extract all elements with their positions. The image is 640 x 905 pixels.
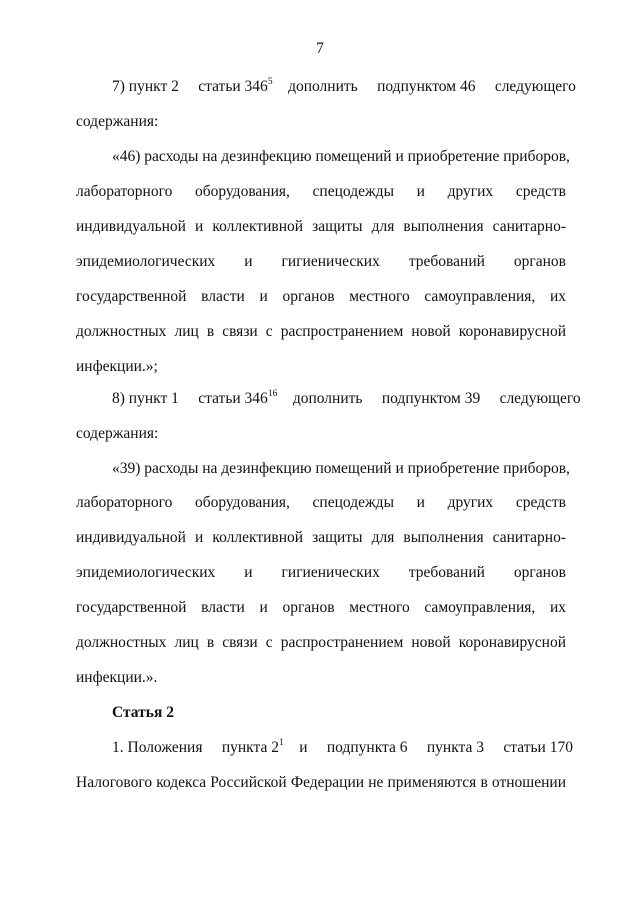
quote-46-line-4: эпидемиологических и гигиенических требований органов	[76, 253, 566, 270]
item-7-superscript: 5	[267, 76, 273, 87]
quote-39-line-3: индивидуальной и коллективной защиты для выполнения санитарно-	[76, 529, 566, 546]
page-number: 7	[316, 40, 324, 57]
item-8-text: 8) пункт 1 статьи 346	[112, 390, 268, 407]
item-8-superscript: 16	[267, 388, 278, 399]
item-8-line-2: содержания:	[76, 425, 159, 442]
article-2-text: 1. Положения пункта 2	[112, 739, 279, 756]
quote-39-line-1: «39) расходы на дезинфекцию помещений и приобретение приборов,	[112, 460, 570, 477]
quote-46-line-2: лабораторного оборудования, спецодежды и других средств	[76, 183, 566, 200]
article-2-text-end: и подпункта 6 пункта 3 статьи 170	[283, 739, 573, 756]
item-7-line-2: содержания:	[76, 113, 159, 130]
article-2-superscript: 1	[278, 737, 284, 748]
quote-46-line-7: инфекции.»;	[76, 358, 158, 375]
item-8-text-end: дополнить подпунктом 39 следующего	[277, 390, 581, 407]
quote-46-line-1: «46) расходы на дезинфекцию помещений и приобретение приборов,	[112, 148, 570, 165]
item-7-line-1	[112, 76, 576, 97]
item-7-text: 7) пункт 2 статьи 346	[112, 78, 268, 95]
quote-39-line-4: эпидемиологических и гигиенических требований органов	[76, 564, 566, 581]
article-2-heading: Статья 2	[112, 704, 174, 721]
item-8-line-1	[112, 388, 581, 409]
quote-39-line-6: должностных лиц в связи с распространением новой коронавирусной	[76, 634, 566, 651]
quote-39-line-5: государственной власти и органов местного самоуправления, их	[76, 599, 566, 616]
quote-39-line-7: инфекции.».	[76, 669, 158, 686]
quote-39-line-2: лабораторного оборудования, спецодежды и других средств	[76, 494, 566, 511]
quote-46-line-6: должностных лиц в связи с распространением новой коронавирусной	[76, 323, 566, 340]
article-2-line-1	[112, 737, 573, 758]
article-2-line-2: Налогового кодекса Российской Федерации не применяются в отношении	[76, 774, 566, 791]
quote-46-line-3: индивидуальной и коллективной защиты для выполнения санитарно-	[76, 218, 566, 235]
item-7-text-end: дополнить подпунктом 46 следующего	[272, 78, 576, 95]
quote-46-line-5: государственной власти и органов местного самоуправления, их	[76, 288, 566, 305]
